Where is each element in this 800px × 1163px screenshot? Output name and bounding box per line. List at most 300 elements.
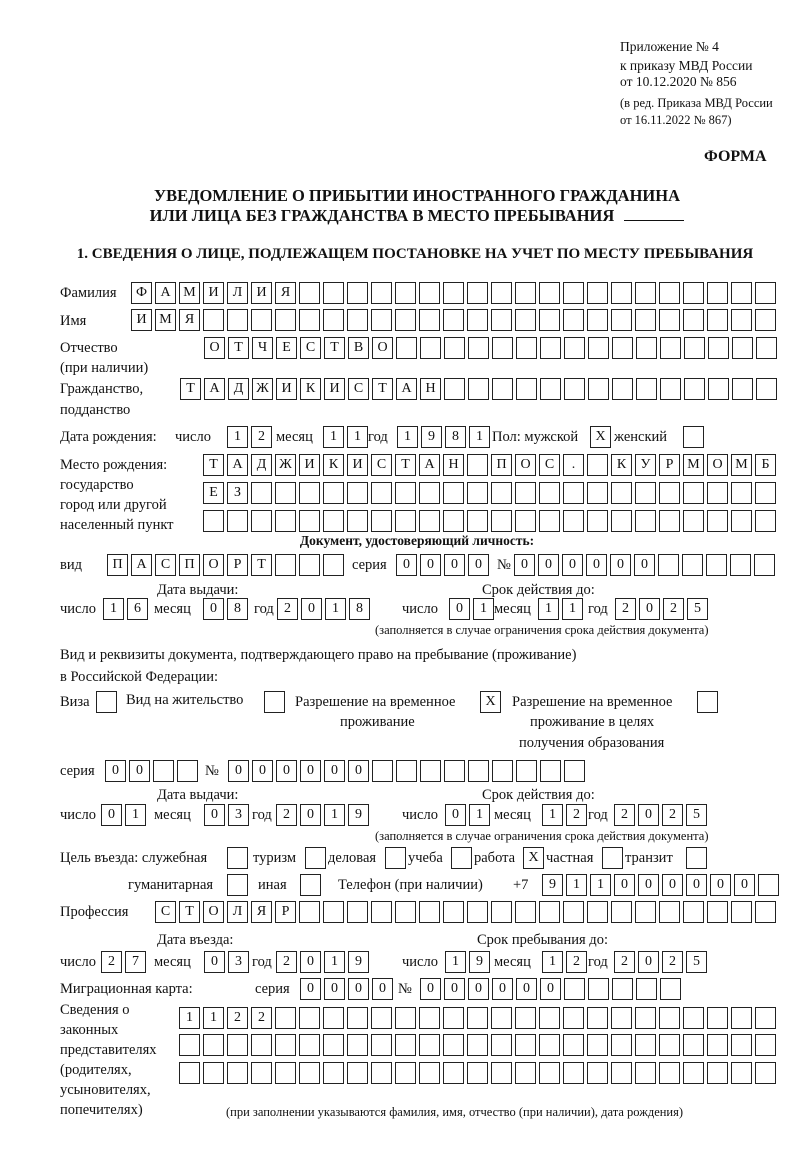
phone-cell[interactable]: 0 [710,874,731,896]
birth-place-line-3-cell[interactable] [635,510,656,532]
name-cell[interactable] [635,309,656,331]
representatives-line-1-cell[interactable] [371,1007,392,1029]
representatives-line-3-cell[interactable] [323,1062,344,1084]
birth-place-line-3-cell[interactable] [443,510,464,532]
title-blank-line[interactable] [624,206,684,221]
representatives-line-3-cell[interactable] [275,1062,296,1084]
patronymic-cell[interactable] [564,337,585,359]
representatives-line-2-cell[interactable] [707,1034,728,1056]
id-number-cell[interactable] [658,554,679,576]
representatives-line-1-cell[interactable] [443,1007,464,1029]
birth-place-line-1-cell[interactable]: . [563,454,584,476]
entry-day-cell[interactable]: 2 [101,951,122,973]
birth-place-line-1-cell[interactable]: М [731,454,752,476]
id-number-cell[interactable]: 0 [562,554,583,576]
surname-cell[interactable]: М [179,282,200,304]
migration-number-cell[interactable] [660,978,681,1000]
representatives-line-2-cell[interactable] [275,1034,296,1056]
name-cell[interactable] [491,309,512,331]
birth-place-line-1-cell[interactable]: О [515,454,536,476]
name-cell[interactable] [467,309,488,331]
profession-cell[interactable] [299,901,320,923]
representatives-line-2-cell[interactable] [467,1034,488,1056]
birth-place-line-2-cell[interactable] [611,482,632,504]
representatives-line-1-cell[interactable] [419,1007,440,1029]
birth-place-line-1-cell[interactable]: Ж [275,454,296,476]
surname-cell[interactable]: А [155,282,176,304]
stay-issue-day-cell[interactable]: 1 [125,804,146,826]
birth-place-line-3-cell[interactable] [515,510,536,532]
profession-cell[interactable] [563,901,584,923]
representatives-line-1-cell[interactable] [707,1007,728,1029]
profession-cell[interactable] [347,901,368,923]
name-cell[interactable]: И [131,309,152,331]
birth-place-line-3-cell[interactable] [371,510,392,532]
id-valid-month-cell[interactable]: 1 [562,598,583,620]
stay-number-cell[interactable]: 0 [348,760,369,782]
entry-month-cell[interactable]: 3 [228,951,249,973]
profession-cell[interactable] [731,901,752,923]
stay-issue-month-cell[interactable]: 0 [204,804,225,826]
representatives-line-1-cell[interactable] [347,1007,368,1029]
stay-valid-year-cell[interactable]: 0 [638,804,659,826]
citizenship-cell[interactable] [540,378,561,400]
patronymic-cell[interactable]: Е [276,337,297,359]
birth-place-line-2-cell[interactable] [323,482,344,504]
patronymic-cell[interactable]: Т [324,337,345,359]
stay-issue-year-cell[interactable]: 0 [300,804,321,826]
patronymic-cell[interactable] [660,337,681,359]
id-number-cell[interactable]: 0 [610,554,631,576]
name-cell[interactable] [539,309,560,331]
representatives-line-1-cell[interactable] [731,1007,752,1029]
surname-cell[interactable] [731,282,752,304]
surname-cell[interactable]: Ф [131,282,152,304]
migration-number-cell[interactable]: 0 [444,978,465,1000]
stay-until-day-cell[interactable]: 1 [445,951,466,973]
birth-place-line-2-cell[interactable] [731,482,752,504]
name-cell[interactable] [755,309,776,331]
phone-cell[interactable] [758,874,779,896]
citizenship-cell[interactable] [492,378,513,400]
birth-place-line-1-cell[interactable] [587,454,608,476]
birth-place-line-1-cell[interactable]: Д [251,454,272,476]
migration-series-cell[interactable]: 0 [348,978,369,1000]
birth-place-line-3-cell[interactable] [419,510,440,532]
patronymic-cell[interactable] [732,337,753,359]
profession-cell[interactable]: Т [179,901,200,923]
birth-place-line-1-cell[interactable]: Б [755,454,776,476]
representatives-line-1-cell[interactable] [635,1007,656,1029]
id-issue-year-cell[interactable]: 1 [325,598,346,620]
phone-cell[interactable]: 1 [590,874,611,896]
surname-cell[interactable] [467,282,488,304]
representatives-line-2-cell[interactable] [419,1034,440,1056]
birth-month-cell[interactable]: 1 [323,426,344,448]
entry-month-cell[interactable]: 0 [204,951,225,973]
birth-place-line-1-cell[interactable]: К [611,454,632,476]
name-cell[interactable] [563,309,584,331]
representatives-line-2-cell[interactable] [611,1034,632,1056]
profession-cell[interactable]: О [203,901,224,923]
representatives-line-1-cell[interactable] [515,1007,536,1029]
representatives-line-2-cell[interactable] [179,1034,200,1056]
id-kind-cell[interactable]: Р [227,554,248,576]
birth-place-line-3-cell[interactable] [251,510,272,532]
representatives-line-2-cell[interactable] [323,1034,344,1056]
stay-number-cell[interactable]: 0 [228,760,249,782]
profession-cell[interactable] [323,901,344,923]
purpose-study-checkbox[interactable] [451,847,472,869]
profession-cell[interactable] [755,901,776,923]
stay-valid-month-cell[interactable]: 1 [542,804,563,826]
visa-checkbox[interactable] [96,691,117,713]
representatives-line-3-cell[interactable] [635,1062,656,1084]
birth-place-line-3-cell[interactable] [563,510,584,532]
purpose-private-checkbox[interactable] [602,847,623,869]
migration-number-cell[interactable]: 0 [516,978,537,1000]
name-cell[interactable] [419,309,440,331]
profession-cell[interactable]: Л [227,901,248,923]
birth-place-line-2-cell[interactable] [659,482,680,504]
representatives-line-1-cell[interactable] [395,1007,416,1029]
surname-cell[interactable] [611,282,632,304]
representatives-line-1-cell[interactable] [299,1007,320,1029]
id-issue-year-cell[interactable]: 8 [349,598,370,620]
profession-cell[interactable] [491,901,512,923]
birth-day-cell[interactable]: 1 [227,426,248,448]
representatives-line-2-cell[interactable] [371,1034,392,1056]
birth-place-line-3-cell[interactable] [323,510,344,532]
profession-cell[interactable] [443,901,464,923]
purpose-official-checkbox[interactable] [227,847,248,869]
sex-male-checkbox[interactable]: X [590,426,611,448]
citizenship-cell[interactable]: Д [228,378,249,400]
representatives-line-1-cell[interactable]: 1 [179,1007,200,1029]
citizenship-cell[interactable]: С [348,378,369,400]
id-issue-day-cell[interactable]: 6 [127,598,148,620]
birth-place-line-2-cell[interactable]: З [227,482,248,504]
stay-series-cell[interactable] [153,760,174,782]
birth-place-line-2-cell[interactable] [683,482,704,504]
surname-cell[interactable] [659,282,680,304]
birth-year-cell[interactable]: 9 [421,426,442,448]
birth-place-line-3-cell[interactable] [707,510,728,532]
id-kind-cell[interactable]: О [203,554,224,576]
citizenship-cell[interactable]: К [300,378,321,400]
surname-cell[interactable] [299,282,320,304]
entry-year-cell[interactable]: 9 [348,951,369,973]
name-cell[interactable] [251,309,272,331]
birth-place-line-1-cell[interactable]: С [539,454,560,476]
birth-place-line-2-cell[interactable] [299,482,320,504]
id-number-cell[interactable] [682,554,703,576]
birth-place-line-3-cell[interactable] [467,510,488,532]
representatives-line-2-cell[interactable] [347,1034,368,1056]
citizenship-cell[interactable] [684,378,705,400]
representatives-line-2-cell[interactable] [539,1034,560,1056]
id-kind-cell[interactable] [323,554,344,576]
name-cell[interactable] [731,309,752,331]
birth-year-cell[interactable]: 1 [397,426,418,448]
representatives-line-3-cell[interactable] [443,1062,464,1084]
patronymic-cell[interactable] [396,337,417,359]
stay-valid-day-cell[interactable]: 0 [445,804,466,826]
surname-cell[interactable] [587,282,608,304]
stay-issue-month-cell[interactable]: 3 [228,804,249,826]
migration-series-cell[interactable]: 0 [300,978,321,1000]
id-issue-month-cell[interactable]: 8 [227,598,248,620]
birth-place-line-1-cell[interactable] [467,454,488,476]
representatives-line-2-cell[interactable] [227,1034,248,1056]
id-series-cell[interactable]: 0 [468,554,489,576]
representatives-line-3-cell[interactable] [587,1062,608,1084]
citizenship-cell[interactable] [756,378,777,400]
id-valid-month-cell[interactable]: 1 [538,598,559,620]
representatives-line-1-cell[interactable]: 2 [227,1007,248,1029]
migration-number-cell[interactable]: 0 [420,978,441,1000]
profession-cell[interactable] [515,901,536,923]
representatives-line-3-cell[interactable] [467,1062,488,1084]
birth-place-line-1-cell[interactable]: К [323,454,344,476]
representatives-line-3-cell[interactable] [491,1062,512,1084]
id-valid-day-cell[interactable]: 0 [449,598,470,620]
profession-cell[interactable] [371,901,392,923]
citizenship-cell[interactable] [660,378,681,400]
stay-number-cell[interactable] [372,760,393,782]
representatives-line-1-cell[interactable] [683,1007,704,1029]
patronymic-cell[interactable]: В [348,337,369,359]
patronymic-cell[interactable]: Ч [252,337,273,359]
surname-cell[interactable] [347,282,368,304]
citizenship-cell[interactable] [588,378,609,400]
stay-until-year-cell[interactable]: 2 [614,951,635,973]
birth-place-line-3-cell[interactable] [683,510,704,532]
birth-place-line-2-cell[interactable] [395,482,416,504]
patronymic-cell[interactable]: С [300,337,321,359]
representatives-line-2-cell[interactable] [203,1034,224,1056]
id-valid-year-cell[interactable]: 2 [615,598,636,620]
stay-valid-year-cell[interactable]: 2 [662,804,683,826]
birth-place-line-3-cell[interactable] [347,510,368,532]
citizenship-cell[interactable]: И [324,378,345,400]
entry-year-cell[interactable]: 2 [276,951,297,973]
citizenship-cell[interactable] [516,378,537,400]
phone-cell[interactable]: 0 [614,874,635,896]
birth-place-line-2-cell[interactable] [251,482,272,504]
representatives-line-1-cell[interactable] [611,1007,632,1029]
representatives-line-2-cell[interactable] [587,1034,608,1056]
surname-cell[interactable] [563,282,584,304]
stay-until-day-cell[interactable]: 9 [469,951,490,973]
stay-issue-year-cell[interactable]: 2 [276,804,297,826]
birth-place-line-2-cell[interactable] [707,482,728,504]
birth-place-line-2-cell[interactable] [587,482,608,504]
id-issue-year-cell[interactable]: 2 [277,598,298,620]
name-cell[interactable] [587,309,608,331]
id-series-cell[interactable]: 0 [444,554,465,576]
representatives-line-3-cell[interactable] [299,1062,320,1084]
entry-year-cell[interactable]: 0 [300,951,321,973]
representatives-line-1-cell[interactable] [659,1007,680,1029]
purpose-humanitarian-checkbox[interactable] [227,874,248,896]
birth-year-cell[interactable]: 8 [445,426,466,448]
surname-cell[interactable] [323,282,344,304]
representatives-line-1-cell[interactable]: 2 [251,1007,272,1029]
representatives-line-2-cell[interactable] [491,1034,512,1056]
name-cell[interactable] [371,309,392,331]
patronymic-cell[interactable] [612,337,633,359]
stay-until-month-cell[interactable]: 1 [542,951,563,973]
id-number-cell[interactable]: 0 [634,554,655,576]
stay-issue-year-cell[interactable]: 1 [324,804,345,826]
representatives-line-3-cell[interactable] [563,1062,584,1084]
phone-cell[interactable]: 0 [638,874,659,896]
surname-cell[interactable] [443,282,464,304]
representatives-line-3-cell[interactable] [395,1062,416,1084]
representatives-line-1-cell[interactable] [467,1007,488,1029]
surname-cell[interactable] [515,282,536,304]
stay-number-cell[interactable] [396,760,417,782]
name-cell[interactable] [443,309,464,331]
stay-number-cell[interactable]: 0 [300,760,321,782]
representatives-line-2-cell[interactable] [731,1034,752,1056]
profession-cell[interactable] [419,901,440,923]
stay-until-year-cell[interactable]: 2 [662,951,683,973]
profession-cell[interactable]: Я [251,901,272,923]
representatives-line-3-cell[interactable] [707,1062,728,1084]
profession-cell[interactable] [683,901,704,923]
birth-place-line-2-cell[interactable] [635,482,656,504]
patronymic-cell[interactable] [756,337,777,359]
birth-place-line-1-cell[interactable]: И [347,454,368,476]
representatives-line-1-cell[interactable] [563,1007,584,1029]
purpose-transit-checkbox[interactable] [686,847,707,869]
temp-residence-checkbox[interactable]: X [480,691,501,713]
birth-place-line-2-cell[interactable] [371,482,392,504]
id-kind-cell[interactable] [275,554,296,576]
surname-cell[interactable]: И [203,282,224,304]
representatives-line-3-cell[interactable] [251,1062,272,1084]
representatives-line-3-cell[interactable] [515,1062,536,1084]
stay-number-cell[interactable] [444,760,465,782]
representatives-line-1-cell[interactable] [323,1007,344,1029]
profession-cell[interactable] [659,901,680,923]
birth-place-line-1-cell[interactable]: М [683,454,704,476]
representatives-line-1-cell[interactable] [491,1007,512,1029]
phone-cell[interactable]: 0 [734,874,755,896]
stay-until-year-cell[interactable]: 0 [638,951,659,973]
migration-number-cell[interactable]: 0 [468,978,489,1000]
birth-place-line-3-cell[interactable] [395,510,416,532]
birth-place-line-1-cell[interactable]: С [371,454,392,476]
stay-number-cell[interactable]: 0 [324,760,345,782]
migration-series-cell[interactable]: 0 [372,978,393,1000]
birth-place-line-2-cell[interactable] [275,482,296,504]
id-kind-cell[interactable]: А [131,554,152,576]
profession-cell[interactable] [539,901,560,923]
phone-cell[interactable]: 1 [566,874,587,896]
patronymic-cell[interactable] [636,337,657,359]
representatives-line-2-cell[interactable] [635,1034,656,1056]
surname-cell[interactable] [707,282,728,304]
representatives-line-3-cell[interactable] [659,1062,680,1084]
birth-place-line-2-cell[interactable] [515,482,536,504]
birth-place-line-2-cell[interactable] [491,482,512,504]
id-issue-month-cell[interactable]: 0 [203,598,224,620]
representatives-line-3-cell[interactable] [347,1062,368,1084]
stay-number-cell[interactable]: 0 [252,760,273,782]
profession-cell[interactable] [611,901,632,923]
name-cell[interactable] [683,309,704,331]
representatives-line-2-cell[interactable] [659,1034,680,1056]
birth-place-line-3-cell[interactable] [731,510,752,532]
stay-number-cell[interactable] [564,760,585,782]
stay-valid-year-cell[interactable]: 2 [614,804,635,826]
birth-month-cell[interactable]: 1 [347,426,368,448]
stay-number-cell[interactable] [516,760,537,782]
profession-cell[interactable] [467,901,488,923]
birth-place-line-2-cell[interactable] [563,482,584,504]
id-kind-cell[interactable]: Т [251,554,272,576]
birth-place-line-3-cell[interactable] [587,510,608,532]
surname-cell[interactable] [491,282,512,304]
sex-female-checkbox[interactable] [683,426,704,448]
stay-number-cell[interactable] [420,760,441,782]
profession-cell[interactable] [395,901,416,923]
citizenship-cell[interactable] [444,378,465,400]
name-cell[interactable] [707,309,728,331]
name-cell[interactable] [659,309,680,331]
representatives-line-3-cell[interactable] [227,1062,248,1084]
representatives-line-2-cell[interactable] [395,1034,416,1056]
id-series-cell[interactable]: 0 [420,554,441,576]
representatives-line-1-cell[interactable] [539,1007,560,1029]
migration-number-cell[interactable] [636,978,657,1000]
migration-number-cell[interactable] [588,978,609,1000]
birth-place-line-1-cell[interactable]: И [299,454,320,476]
birth-place-line-1-cell[interactable]: А [227,454,248,476]
representatives-line-2-cell[interactable] [443,1034,464,1056]
patronymic-cell[interactable] [684,337,705,359]
id-number-cell[interactable] [706,554,727,576]
name-cell[interactable] [323,309,344,331]
surname-cell[interactable] [539,282,560,304]
representatives-line-3-cell[interactable] [203,1062,224,1084]
representatives-line-2-cell[interactable] [683,1034,704,1056]
name-cell[interactable] [611,309,632,331]
birth-place-line-3-cell[interactable] [491,510,512,532]
representatives-line-1-cell[interactable] [755,1007,776,1029]
birth-place-line-2-cell[interactable] [347,482,368,504]
representatives-line-1-cell[interactable] [275,1007,296,1029]
name-cell[interactable] [275,309,296,331]
id-series-cell[interactable]: 0 [396,554,417,576]
id-kind-cell[interactable]: С [155,554,176,576]
birth-place-line-3-cell[interactable] [611,510,632,532]
representatives-line-3-cell[interactable] [539,1062,560,1084]
citizenship-cell[interactable] [564,378,585,400]
patronymic-cell[interactable]: О [372,337,393,359]
representatives-line-3-cell[interactable] [371,1062,392,1084]
representatives-line-2-cell[interactable] [563,1034,584,1056]
birth-place-line-1-cell[interactable]: Р [659,454,680,476]
id-issue-year-cell[interactable]: 0 [301,598,322,620]
profession-cell[interactable] [707,901,728,923]
name-cell[interactable] [299,309,320,331]
birth-place-line-1-cell[interactable]: Н [443,454,464,476]
representatives-line-1-cell[interactable]: 1 [203,1007,224,1029]
